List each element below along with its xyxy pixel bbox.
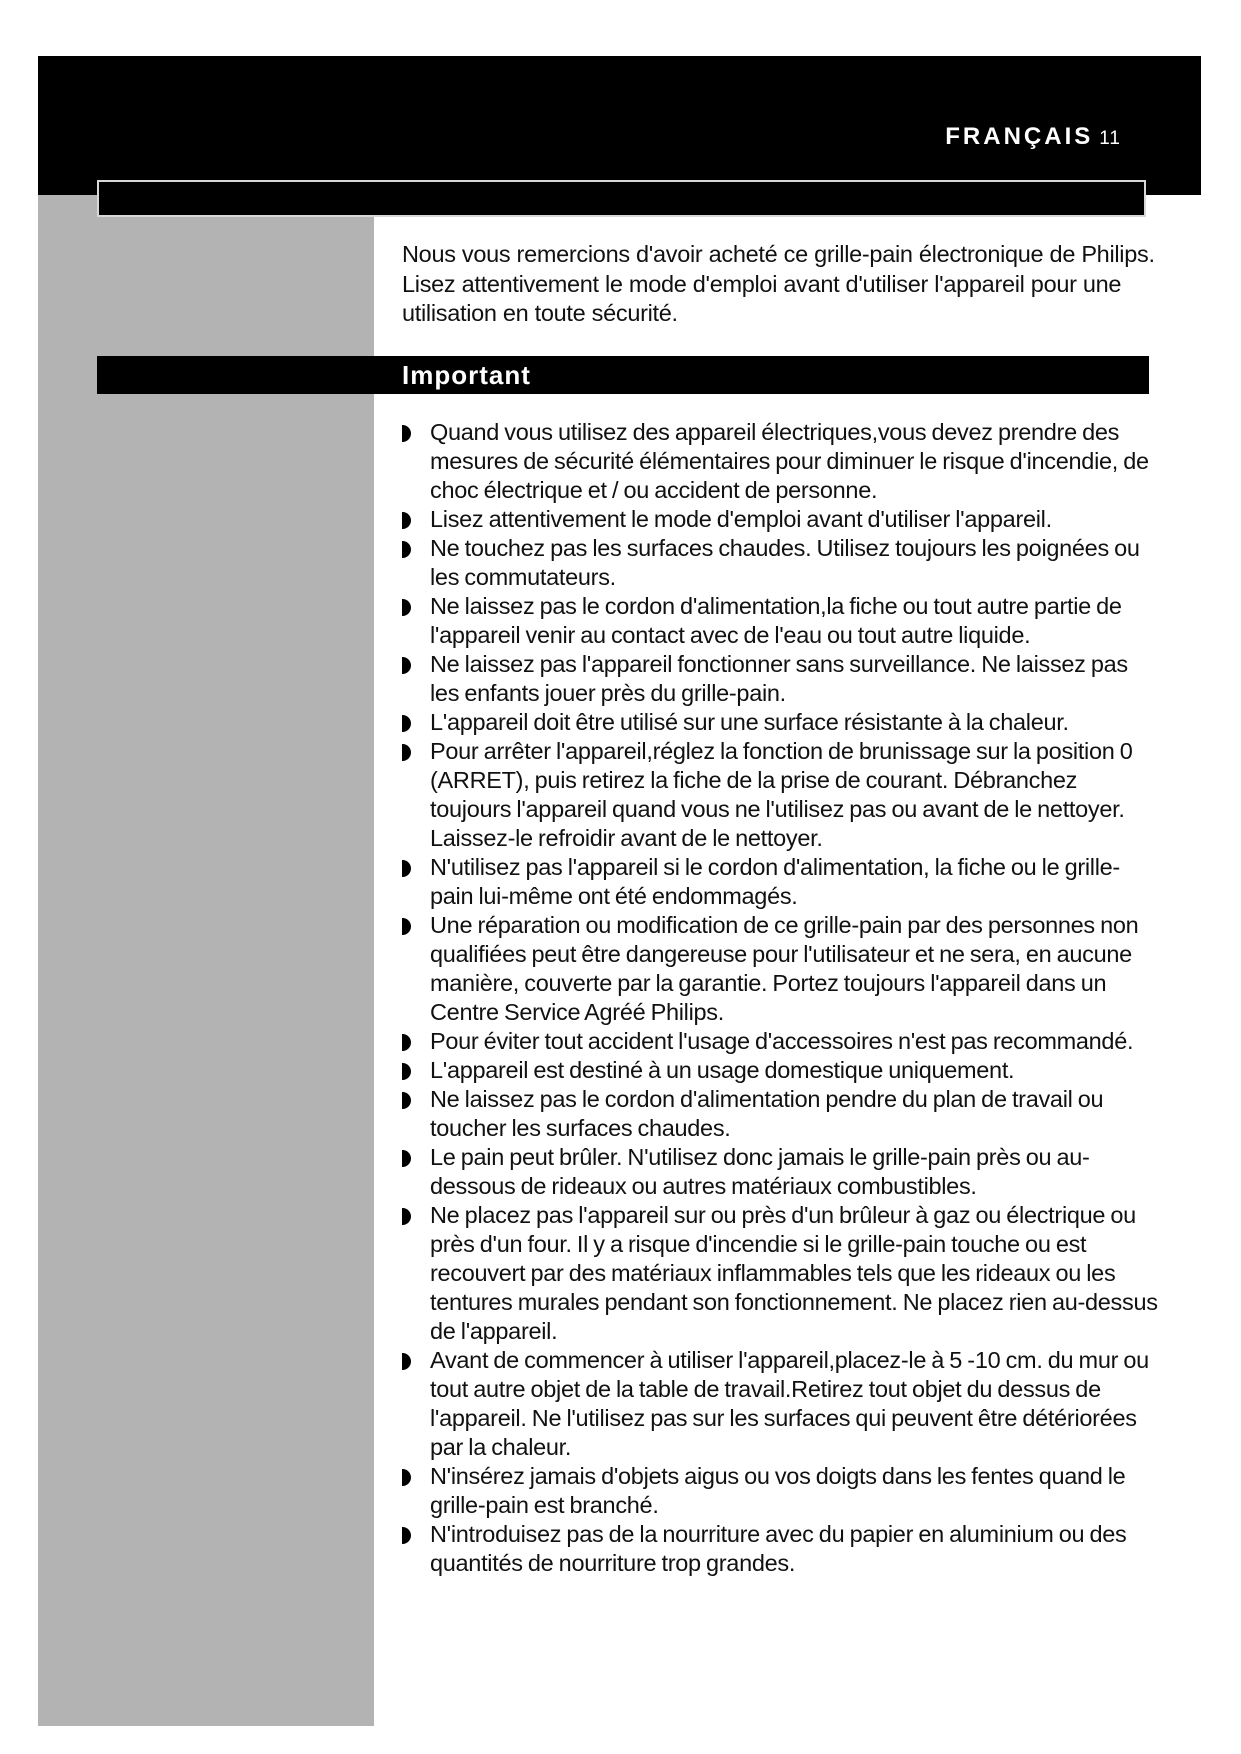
bullet-icon xyxy=(402,541,411,558)
list-item-text: Pour éviter tout accident l'usage d'accessoires n'est pas recommandé. xyxy=(430,1028,1134,1054)
list-item-text: Ne placez pas l'appareil sur ou près d'un brûleur à gaz ou électrique ou près d'un four. Il y a risque d'incendie si le grille-pain touche ou est recouvert par des matériaux inflammables tels que les rideaux ou les tentures murales pendant son fonctionnement. Ne placez rien au-dessus de l'appareil. xyxy=(430,1202,1158,1344)
list-item-text: Pour arrêter l'appareil,réglez la fonction de brunissage sur la position 0 (ARRET), puis retirez la fiche de la prise de courant. Débranchez toujours l'appareil quand vous ne l'utilisez pas ou avant de le nettoyer. Laissez-le refroidir avant de le nettoyer. xyxy=(430,738,1133,851)
list-item xyxy=(402,505,1162,534)
bullet-icon xyxy=(402,1092,411,1109)
list-item xyxy=(402,1462,1162,1520)
section-band xyxy=(97,356,1149,394)
bullet-icon xyxy=(402,1034,411,1051)
list-item-text: Le pain peut brûler. N'utilisez donc jamais le grille-pain près ou au-dessous de rideaux ou autres matériaux combustibles. xyxy=(430,1144,1090,1199)
bullet-icon xyxy=(402,599,411,616)
bullet-icon xyxy=(402,860,411,877)
list-item xyxy=(402,1056,1162,1085)
list-item xyxy=(402,592,1162,650)
bullet-icon xyxy=(402,744,411,761)
bullet-icon xyxy=(402,1527,411,1544)
list-item xyxy=(402,1027,1162,1056)
section-heading: Important xyxy=(402,360,531,390)
header-rule xyxy=(97,180,1146,217)
list-item xyxy=(402,1201,1162,1346)
bullet-icon xyxy=(402,1469,411,1486)
page-header xyxy=(945,123,1121,151)
list-item-text: N'insérez jamais d'objets aigus ou vos doigts dans les fentes quand le grille-pain est branché. xyxy=(430,1463,1126,1518)
list-item xyxy=(402,534,1162,592)
list-item-text: N'utilisez pas l'appareil si le cordon d'alimentation, la fiche ou le grille-pain lui-même ont été endommagés. xyxy=(430,854,1120,909)
list-item xyxy=(402,853,1162,911)
list-item xyxy=(402,708,1162,737)
list-item xyxy=(402,1346,1162,1462)
bullet-icon xyxy=(402,1353,411,1370)
page-number: 11 xyxy=(1099,128,1121,149)
list-item-text: N'introduisez pas de la nourriture avec du papier en aluminium ou des quantités de nourriture trop grandes. xyxy=(430,1521,1127,1576)
bullet-icon xyxy=(402,715,411,732)
bullet-icon xyxy=(402,918,411,935)
list-item-text: Ne touchez pas les surfaces chaudes. Utilisez toujours les poignées ou les commutateurs. xyxy=(430,535,1140,590)
list-item xyxy=(402,1520,1162,1578)
list-item-text: Ne laissez pas l'appareil fonctionner sans surveillance. Ne laissez pas les enfants jouer près du grille-pain. xyxy=(430,651,1128,706)
bullet-icon xyxy=(402,512,411,529)
list-item xyxy=(402,418,1162,505)
bullet-icon xyxy=(402,1150,411,1167)
list-item-text: Lisez attentivement le mode d'emploi avant d'utiliser l'appareil. xyxy=(430,506,1052,532)
side-column xyxy=(38,195,374,1726)
bullet-icon xyxy=(402,425,411,442)
bullet-icon xyxy=(402,1063,411,1080)
safety-list xyxy=(402,418,1162,1578)
list-item-text: Quand vous utilisez des appareil électriques,vous devez prendre des mesures de sécurité élémentaires pour diminuer le risque d'incendie, de choc électrique et / ou accident de personne. xyxy=(430,419,1149,503)
list-item xyxy=(402,1085,1162,1143)
language-label: FRANÇAIS xyxy=(945,123,1094,150)
list-item-text: L'appareil doit être utilisé sur une surface résistante à la chaleur. xyxy=(430,709,1069,735)
list-item-text: Avant de commencer à utiliser l'appareil,placez-le à 5 -10 cm. du mur ou tout autre objet de la table de travail.Retirez tout objet du dessus de l'appareil. Ne l'utilisez pas sur les surfaces qui peuvent être détériorées par la chaleur. xyxy=(430,1347,1149,1460)
list-item xyxy=(402,911,1162,1027)
bullet-icon xyxy=(402,657,411,674)
list-item-text: L'appareil est destiné à un usage domestique uniquement. xyxy=(430,1057,1015,1083)
list-item-text: Ne laissez pas le cordon d'alimentation,la fiche ou tout autre partie de l'appareil venir au contact avec de l'eau ou tout autre liquide. xyxy=(430,593,1122,648)
list-item xyxy=(402,1143,1162,1201)
list-item xyxy=(402,737,1162,853)
list-item-text: Une réparation ou modification de ce grille-pain par des personnes non qualifiées peut être dangereuse pour l'utilisateur et ne sera, en aucune manière, couverte par la garantie. Portez toujours l'appareil dans un Centre Service Agréé Philips. xyxy=(430,912,1139,1025)
list-item-text: Ne laissez pas le cordon d'alimentation pendre du plan de travail ou toucher les surfaces chaudes. xyxy=(430,1086,1104,1141)
list-item xyxy=(402,650,1162,708)
bullet-icon xyxy=(402,1208,411,1225)
intro-paragraph: Nous vous remercions d'avoir acheté ce grille-pain électronique de Philips. Lisez attentivement le mode d'emploi avant d'utiliser l'appareil pour une utilisation en toute sécurité. xyxy=(402,241,1155,326)
